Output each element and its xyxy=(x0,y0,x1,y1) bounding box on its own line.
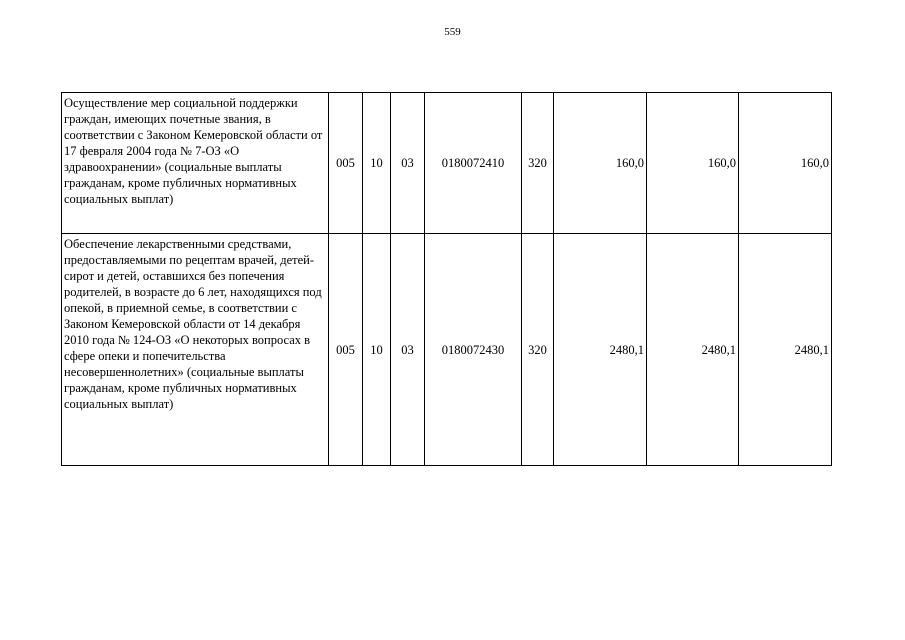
amount-cell: 160,0 xyxy=(554,93,647,234)
table-row xyxy=(62,93,832,234)
subsection-code: 03 xyxy=(391,93,425,234)
expense-type-code: 320 xyxy=(522,93,554,234)
page-number: 559 xyxy=(444,26,461,38)
amount-cell: 2480,1 xyxy=(739,234,832,466)
ministry-code: 005 xyxy=(329,93,363,234)
row-description: Обеспечение лекарственными средствами, предоставляемыми по рецептам врачей, детей-сирот и детей, оставшихся без попечения родителей, в возрасте до 6 лет, находящихся под опекой, в приемной семье, в соответствии с Законом Кемеровской области от 14 декабря 2010 года № 124-ОЗ «О некоторых вопросах в сфере опеки и попечительства несовершеннолетних» (социальные выплаты гражданам, кроме публичных нормативных социальных выплат) xyxy=(62,234,329,466)
target-article-code: 0180072430 xyxy=(425,234,522,466)
budget-table xyxy=(61,92,832,466)
table-row xyxy=(62,234,832,466)
target-article-code: 0180072410 xyxy=(425,93,522,234)
amount-cell: 160,0 xyxy=(647,93,739,234)
section-code: 10 xyxy=(363,93,391,234)
subsection-code: 03 xyxy=(391,234,425,466)
section-code: 10 xyxy=(363,234,391,466)
expense-type-code: 320 xyxy=(522,234,554,466)
ministry-code: 005 xyxy=(329,234,363,466)
row-description: Осуществление мер социальной поддержки граждан, имеющих почетные звания, в соответствии с Законом Кемеровской области от 17 февраля 2004 года № 7-ОЗ «О здравоохранении» (социальные выплаты гражданам, кроме публичных нормативных социальных выплат) xyxy=(62,93,329,234)
amount-cell: 2480,1 xyxy=(647,234,739,466)
amount-cell: 2480,1 xyxy=(554,234,647,466)
amount-cell: 160,0 xyxy=(739,93,832,234)
